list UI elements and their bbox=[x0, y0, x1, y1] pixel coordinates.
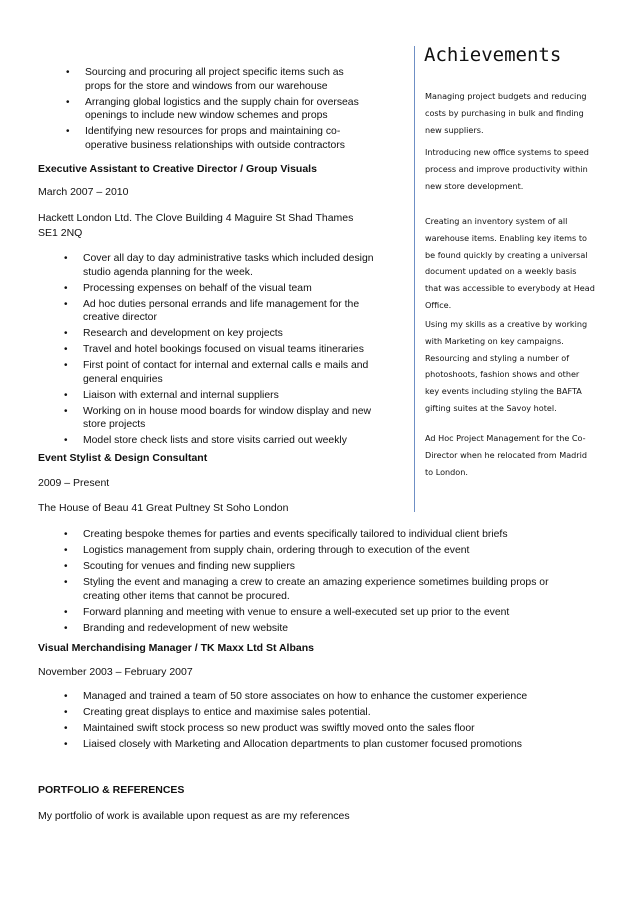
list-item: • First point of contact for internal and external calls e mails and general enquiries bbox=[64, 359, 384, 386]
job-dates: March 2007 – 2010 bbox=[38, 186, 129, 198]
achievement-paragraph: Using my skills as a creative by working with Marketing on key campaigns. Resourcing and styling a number of photoshoots, fashion shows and other key events including styling the BAFTA gifting suites at the Savoy hotel. bbox=[425, 319, 588, 413]
job-dates: 2009 – Present bbox=[38, 477, 110, 489]
list-item: • Research and development on key projects bbox=[64, 327, 384, 341]
job-dates: November 2003 – February 2007 bbox=[38, 666, 193, 678]
list-item: • Styling the event and managing a crew to create an amazing experience sometimes building props or creating other items that cannot be procured. bbox=[64, 576, 584, 603]
list-item: • Managed and trained a team of 50 store associates on how to enhance the customer experience bbox=[64, 690, 604, 704]
job-address: Hackett London Ltd. The Clove Building 4 Maguire St Shad Thames bbox=[38, 212, 354, 224]
list-item: • Processing expenses on behalf of the visual team bbox=[64, 282, 384, 296]
portfolio-text: My portfolio of work is available upon request as are my references bbox=[38, 810, 350, 822]
job-bullet-list bbox=[64, 690, 604, 754]
achievements-title: Achievements bbox=[424, 44, 562, 66]
list-item: • Creating bespoke themes for parties and events specifically tailored to individual client briefs bbox=[64, 528, 584, 542]
job-title: Event Stylist & Design Consultant bbox=[38, 452, 208, 464]
job-bullet-list bbox=[64, 528, 584, 638]
list-item: • Model store check lists and store visits carried out weekly bbox=[64, 434, 384, 448]
list-item: • Branding and redevelopment of new website bbox=[64, 622, 584, 636]
list-item: • Creating great displays to entice and maximise sales potential. bbox=[64, 706, 604, 720]
list-item: • Travel and hotel bookings focused on visual teams itineraries bbox=[64, 343, 384, 357]
sidebar-divider bbox=[414, 46, 415, 512]
list-item: • Liaison with external and internal suppliers bbox=[64, 389, 384, 403]
job-address: The House of Beau 41 Great Pultney St Soho London bbox=[38, 502, 289, 514]
list-item: • Ad hoc duties personal errands and life management for the creative director bbox=[64, 298, 384, 325]
portfolio-heading: PORTFOLIO & REFERENCES bbox=[38, 784, 185, 796]
achievement-paragraph: Introducing new office systems to speed process and improve productivity within new store development. bbox=[425, 147, 589, 191]
list-item: • Logistics management from supply chain, ordering through to execution of the event bbox=[64, 544, 584, 558]
list-item: • Scouting for venues and finding new suppliers bbox=[64, 560, 584, 574]
job-title: Executive Assistant to Creative Director / Group Visuals bbox=[38, 163, 317, 175]
top-bullet-list bbox=[66, 66, 366, 155]
achievement-paragraph: Managing project budgets and reducing costs by purchasing in bulk and finding new suppliers. bbox=[425, 91, 587, 135]
list-item: • Maintained swift stock process so new product was swiftly moved onto the sales floor bbox=[64, 722, 604, 736]
job-address: SE1 2NQ bbox=[38, 227, 83, 239]
job-title: Visual Merchandising Manager / TK Maxx Ltd St Albans bbox=[38, 642, 314, 654]
list-item: • Working on in house mood boards for window display and new store projects bbox=[64, 405, 384, 432]
job-bullet-list bbox=[64, 252, 384, 450]
list-item: • Liaised closely with Marketing and Allocation departments to plan customer focused promotions bbox=[64, 738, 604, 752]
list-item: • Identifying new resources for props and maintaining co-operative business relationships with outside contractors bbox=[66, 125, 366, 152]
list-item: • Arranging global logistics and the supply chain for overseas openings to include new window schemes and props bbox=[66, 96, 366, 123]
list-item: • Cover all day to day administrative tasks which included design studio agenda planning for the week. bbox=[64, 252, 384, 279]
achievement-paragraph: Ad Hoc Project Management for the Co-Director when he relocated from Madrid to London. bbox=[425, 433, 588, 477]
list-item: • Forward planning and meeting with venue to ensure a well-executed set up prior to the event bbox=[64, 606, 584, 620]
list-item: • Sourcing and procuring all project specific items such as props for the store and windows from our warehouse bbox=[66, 66, 366, 93]
achievement-paragraph: Creating an inventory system of all warehouse items. Enabling key items to be found quickly by creating a universal document updated on a weekly basis that was accessible to everybody at Head Office. bbox=[425, 216, 595, 310]
